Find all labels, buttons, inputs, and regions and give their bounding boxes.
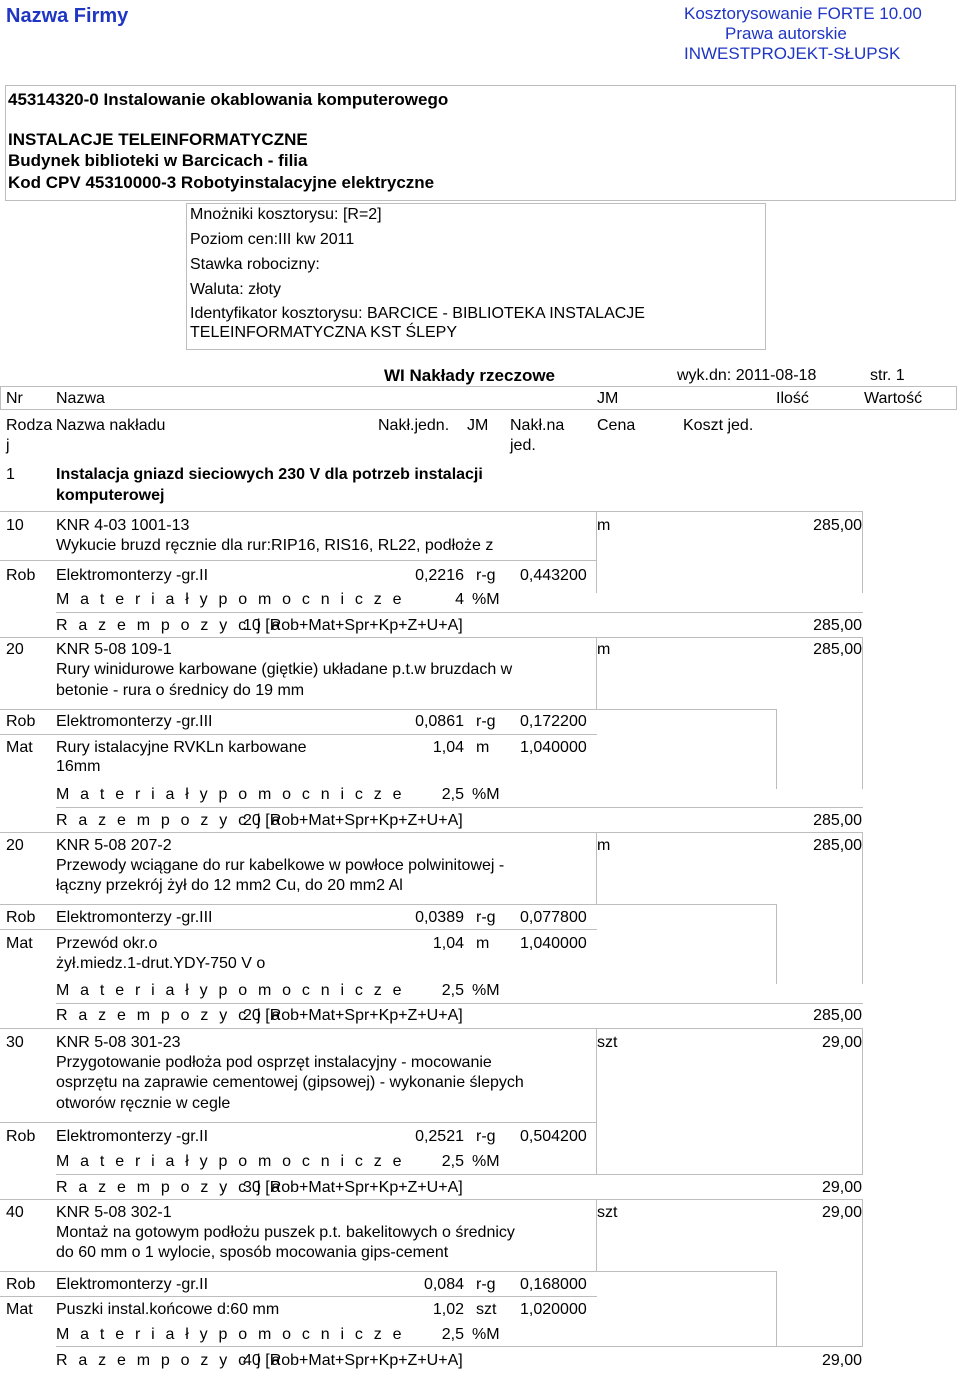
position-jm: szt	[597, 1034, 618, 1051]
material-name-cont: 16mm	[56, 758, 101, 775]
position-desc: łączny przekrój żył do 12 mm2 Cu, do 20 mm2 Al	[56, 877, 403, 894]
resource-type: Rob	[6, 713, 36, 730]
aux-materials-value: 2,5	[441, 1153, 464, 1170]
resource-norm: 0,0861	[415, 713, 464, 730]
position-jm: m	[597, 641, 611, 658]
material-type: Mat	[6, 739, 33, 756]
col-nr: Nr	[6, 390, 23, 407]
resource-per-unit: 0,168000	[520, 1276, 587, 1293]
position-lp: 20	[6, 641, 24, 658]
aux-materials-value: 2,5	[441, 1326, 464, 1343]
material-unit: szt	[476, 1301, 497, 1318]
position-jm: m	[597, 837, 611, 854]
identifier-text-1: Identyfikator kosztorysu: BARCICE - BIBLIOTEKA INSTALACJE	[190, 305, 645, 322]
position-sum-label: R a z e m p o z y c j a	[56, 1007, 284, 1024]
position-sum-qty: 29,00	[821, 1179, 862, 1196]
position-desc: Przygotowanie podłoża pod osprzęt instalacyjny - mocowanie	[56, 1054, 492, 1071]
position-sum-label: R a z e m p o z y c j a	[56, 1179, 284, 1196]
aux-materials-unit: %M	[472, 786, 500, 803]
resource-name: Elektromonterzy -gr.III	[56, 909, 213, 926]
resource-per-unit: 0,077800	[520, 909, 587, 926]
resource-type: Rob	[6, 1128, 36, 1145]
resource-unit: r-g	[476, 909, 496, 926]
material-per-unit: 1,040000	[520, 935, 587, 952]
software-name: Kosztorysowanie FORTE 10.00	[684, 4, 922, 23]
resource-type: Rob	[6, 1276, 36, 1293]
material-unit: m	[476, 935, 490, 952]
position-desc: osprzętu na zaprawie cementowej (gipsowej) - wykonanie ślepych	[56, 1074, 524, 1091]
position-sum-label: R a z e m p o z y c j a	[56, 617, 284, 634]
column-header-row	[0, 386, 957, 410]
aux-materials-unit: %M	[472, 982, 500, 999]
position-sum-label: R a z e m p o z y c j a	[56, 812, 284, 829]
resource-type: Rob	[6, 567, 36, 584]
title-line-2: INSTALACJE TELEINFORMATYCZNE	[8, 130, 308, 149]
position-sum-text: 30 [Rob+Mat+Spr+Kp+Z+U+A]	[243, 1179, 463, 1196]
position-code: KNR 5-08 207-2	[56, 837, 172, 854]
company-name: Nazwa Firmy	[6, 5, 129, 27]
position-desc: otworów ręcznie w cegle	[56, 1095, 231, 1112]
material-name: Przewód okr.o	[56, 935, 158, 952]
aux-materials-label: M a t e r i a ł y p o m o c n i c z e	[56, 982, 405, 999]
material-per-unit: 1,040000	[520, 739, 587, 756]
title-line-4: Kod CPV 45310000-3 Robotyinstalacyjne elektryczne	[8, 173, 435, 192]
position-lp: 20	[6, 837, 24, 854]
section-name-1: Instalacja gniazd sieciowych 230 V dla potrzeb instalacji	[56, 466, 483, 483]
position-sum-text: 40 [Rob+Mat+Spr+Kp+Z+U+A]	[243, 1352, 463, 1369]
material-name-cont: żył.miedz.1-drut.YDY-750 V o	[56, 955, 266, 972]
col-nakl-na: Nakł.na	[510, 417, 565, 434]
col-koszt-jed: Koszt jed.	[683, 417, 754, 434]
resource-name: Elektromonterzy -gr.II	[56, 567, 209, 584]
labor-rate-text: Stawka robocizny:	[190, 256, 320, 273]
position-qty: 285,00	[813, 517, 862, 534]
material-per-unit: 1,020000	[520, 1301, 587, 1318]
aux-materials-unit: %M	[472, 591, 500, 608]
resource-unit: r-g	[476, 713, 496, 730]
material-name: Rury istalacyjne RVKLn karbowane	[56, 739, 307, 756]
position-qty: 29,00	[821, 1204, 862, 1221]
section-name-2: komputerowej	[56, 487, 165, 504]
position-sum-text: 20 [Rob+Mat+Spr+Kp+Z+U+A]	[243, 1007, 463, 1024]
resource-unit: r-g	[476, 1128, 496, 1145]
position-sum-text: 20 [Rob+Mat+Spr+Kp+Z+U+A]	[243, 812, 463, 829]
material-type: Mat	[6, 1301, 33, 1318]
aux-materials-unit: %M	[472, 1153, 500, 1170]
position-desc: Wykucie bruzd ręcznie dla rur:RIP16, RIS16, RL22, podłoże z	[56, 537, 494, 554]
title-line-1: 45314320-0 Instalowanie okablowania komputerowego	[8, 90, 449, 109]
resource-name: Elektromonterzy -gr.II	[56, 1128, 209, 1145]
position-sum-label: R a z e m p o z y c j a	[56, 1352, 284, 1369]
aux-materials-unit: %M	[472, 1326, 500, 1343]
owner-name: INWESTPROJEKT-SŁUPSK	[684, 44, 901, 63]
material-name: Puszki instal.końcowe d:60 mm	[56, 1301, 280, 1318]
position-qty: 285,00	[813, 641, 862, 658]
currency-text: Waluta: złoty	[190, 281, 281, 298]
resource-per-unit: 0,172200	[520, 713, 587, 730]
col-jm: JM	[597, 390, 619, 407]
material-unit: m	[476, 739, 490, 756]
position-jm: szt	[597, 1204, 618, 1221]
resource-norm: 0,2521	[415, 1128, 464, 1145]
position-code: KNR 5-08 302-1	[56, 1204, 172, 1221]
col-ilosc: Ilość	[776, 390, 809, 407]
resource-unit: r-g	[476, 567, 496, 584]
aux-materials-value: 2,5	[441, 982, 464, 999]
position-sum-qty: 285,00	[813, 1007, 862, 1024]
material-type: Mat	[6, 935, 33, 952]
section-number: 1	[6, 466, 15, 483]
position-lp: 10	[6, 517, 24, 534]
position-desc: betonie - rura o średnicy do 19 mm	[56, 682, 305, 699]
col-jm2: JM	[467, 417, 489, 434]
position-lp: 40	[6, 1204, 24, 1221]
aux-materials-label: M a t e r i a ł y p o m o c n i c z e	[56, 786, 405, 803]
resource-per-unit: 0,443200	[520, 567, 587, 584]
col-rodzaj-cont: j	[6, 437, 10, 454]
price-level-text: Poziom cen:III kw 2011	[190, 231, 355, 248]
resource-unit: r-g	[476, 1276, 496, 1293]
aux-materials-value: 4	[455, 591, 464, 608]
position-desc: Montaż na gotowym podłożu puszek p.t. bakelitowych o średnicy	[56, 1224, 515, 1241]
col-nakl-na-cont: jed.	[510, 437, 536, 454]
position-sum-qty: 285,00	[813, 812, 862, 829]
title-line-3: Budynek biblioteki w Barcicach - filia	[8, 151, 308, 170]
position-sum-qty: 29,00	[821, 1352, 862, 1369]
resource-norm: 0,0389	[415, 909, 464, 926]
position-code: KNR 4-03 1001-13	[56, 517, 190, 534]
position-desc: do 60 mm o 1 wylocie, sposób mocowania gips-cement	[56, 1244, 449, 1261]
col-nazwa-nakladu: Nazwa nakładu	[56, 417, 166, 434]
col-wartosc: Wartość	[864, 390, 923, 407]
position-desc: Przewody wciągane do rur kabelkowe w powłoce polwinitowej -	[56, 857, 505, 874]
material-norm: 1,04	[432, 935, 464, 952]
resource-norm: 0,084	[423, 1276, 464, 1293]
position-qty: 29,00	[821, 1034, 862, 1051]
col-rodzaj: Rodza	[6, 417, 53, 434]
col-nazwa: Nazwa	[56, 390, 105, 407]
resource-per-unit: 0,504200	[520, 1128, 587, 1145]
aux-materials-label: M a t e r i a ł y p o m o c n i c z e	[56, 591, 405, 608]
col-nakl-jedn: Nakł.jedn.	[378, 417, 450, 434]
col-cena: Cena	[597, 417, 636, 434]
material-norm: 1,04	[432, 739, 464, 756]
aux-materials-value: 2,5	[441, 786, 464, 803]
position-sum-qty: 285,00	[813, 617, 862, 634]
aux-materials-label: M a t e r i a ł y p o m o c n i c z e	[56, 1326, 405, 1343]
report-date: wyk.dn: 2011-08-18	[677, 367, 817, 384]
position-code: KNR 5-08 109-1	[56, 641, 172, 658]
page-number: str. 1	[870, 367, 905, 384]
material-norm: 1,02	[432, 1301, 464, 1318]
position-jm: m	[597, 517, 611, 534]
report-title: WI Nakłady rzeczowe	[384, 366, 556, 385]
resource-norm: 0,2216	[415, 567, 464, 584]
position-code: KNR 5-08 301-23	[56, 1034, 181, 1051]
resource-name: Elektromonterzy -gr.III	[56, 713, 213, 730]
resource-name: Elektromonterzy -gr.II	[56, 1276, 209, 1293]
position-qty: 285,00	[813, 837, 862, 854]
copyright-label: Prawa autorskie	[725, 24, 847, 43]
position-desc: Rury winidurowe karbowane (giętkie) układane p.t.w bruzdach w	[56, 661, 513, 678]
aux-materials-label: M a t e r i a ł y p o m o c n i c z e	[56, 1153, 405, 1170]
position-lp: 30	[6, 1034, 24, 1051]
position-sum-text: 10 [Rob+Mat+Spr+Kp+Z+U+A]	[243, 617, 463, 634]
multipliers-text: Mnożniki kosztorysu: [R=2]	[190, 206, 382, 223]
identifier-text-2: TELEINFORMATYCZNA KST ŚLEPY	[190, 324, 458, 341]
resource-type: Rob	[6, 909, 36, 926]
